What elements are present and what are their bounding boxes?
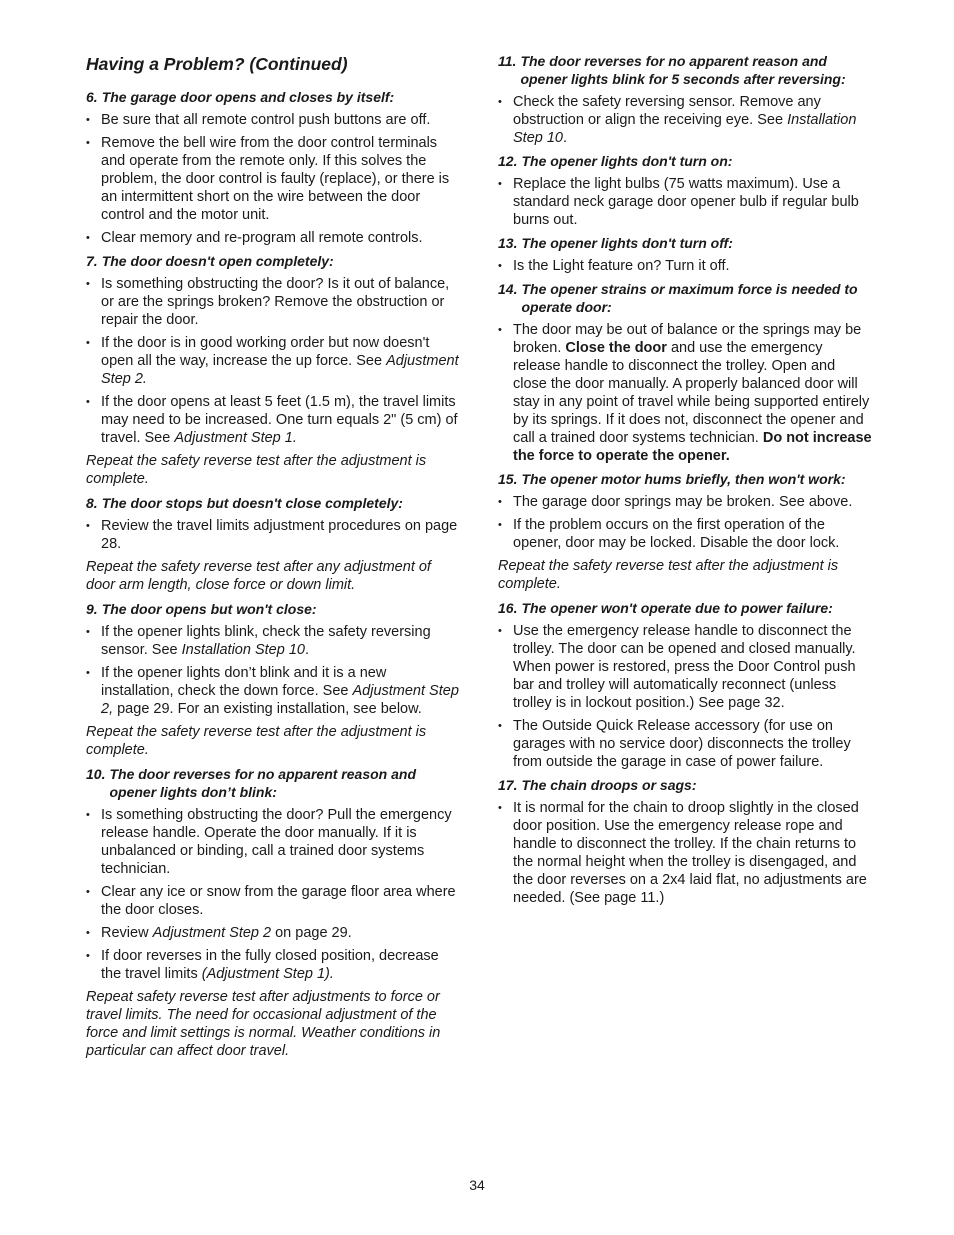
- bullet-icon: •: [498, 96, 502, 108]
- list-item: [498, 321, 873, 465]
- list-item-text: Is something obstructing the door? Is it out of balance, or are the springs broken? Remove the obstruction or repair the door.: [101, 276, 450, 328]
- bullet-icon: •: [86, 626, 90, 638]
- bullet-icon: •: [86, 667, 90, 679]
- section-number: 16.: [498, 600, 518, 616]
- reference-link: Adjustment Step 2.: [101, 353, 459, 387]
- left-column: [86, 52, 462, 1066]
- bullet-list: [86, 275, 462, 447]
- list-item: [86, 623, 462, 659]
- section-title: The garage door opens and closes by itself:: [101, 89, 395, 105]
- reference-link: Installation Step 10: [181, 642, 305, 658]
- bullet-list: [498, 321, 873, 465]
- list-item: [498, 799, 873, 907]
- section-number: 13.: [498, 235, 518, 251]
- bullet-list: [498, 93, 873, 147]
- section-14: [498, 280, 873, 465]
- note-text: Repeat the safety reverse test after any adjustment of door arm length, close force or down limit.: [86, 559, 431, 593]
- section-number: 7.: [86, 253, 98, 269]
- bullet-list: [86, 623, 462, 718]
- list-item-text: The garage door springs may be broken. See above.: [513, 494, 853, 510]
- bullet-icon: •: [86, 337, 90, 349]
- list-item: [498, 516, 873, 552]
- bullet-icon: •: [86, 809, 90, 821]
- bullet-icon: •: [498, 802, 502, 814]
- list-item-text: Clear memory and re-program all remote controls.: [101, 230, 423, 246]
- list-item-text: The door may be out of balance or the springs may be broken.: [513, 322, 862, 356]
- bullet-icon: •: [498, 720, 502, 732]
- list-item: [86, 664, 462, 718]
- list-item: [86, 517, 462, 553]
- list-item: [86, 134, 462, 224]
- list-item: [86, 947, 462, 983]
- section-16: [498, 599, 873, 771]
- reference-link: Adjustment Step 2,: [101, 683, 459, 717]
- list-item-text: If door reverses in the fully closed position, decrease the travel limits: [101, 948, 439, 982]
- list-item-text: It is normal for the chain to droop slightly in the closed door position. Use the emergency release rope and handle to disconnect the trolley. If the chain returns to the normal height when the trolley is disengaged, and the door reverses on a 2x4 laid flat, no adjustments are needed. (See page 11.): [513, 800, 867, 906]
- bullet-icon: •: [86, 137, 90, 149]
- warning-text: Do not increase the force to operate the opener.: [513, 430, 872, 464]
- list-item: [86, 275, 462, 329]
- list-item-text: .: [304, 642, 309, 658]
- section-heading: [498, 599, 873, 617]
- list-item-text: Check the safety reversing sensor. Remove any obstruction or align the receiving eye. See: [513, 94, 821, 128]
- list-item-text: Review the travel limits adjustment procedures on page 28.: [101, 518, 458, 552]
- section-number: 17.: [498, 777, 518, 793]
- section-12: [498, 152, 873, 229]
- section-title: The door stops but doesn't close completely:: [101, 495, 403, 511]
- list-item: [498, 493, 873, 511]
- section-heading: [498, 234, 873, 252]
- section-title: The opener lights don't turn on:: [521, 153, 733, 169]
- list-item: [498, 257, 873, 275]
- bullet-icon: •: [498, 625, 502, 637]
- bullet-list: [498, 257, 873, 275]
- section-8: [86, 494, 462, 594]
- list-item: [86, 393, 462, 447]
- reference-link: (Adjustment Step 1).: [201, 966, 334, 982]
- list-item-text: on page 29.: [271, 925, 352, 941]
- list-item-text: Remove the bell wire from the door control terminals and operate from the remote only. If this solves the problem, the door control is faulty (replace), or there is an intermittent short on the wire between the door control and the motor unit.: [101, 135, 450, 223]
- bullet-list: [498, 622, 873, 771]
- section-number: 11.: [498, 53, 517, 69]
- bullet-icon: •: [498, 178, 502, 190]
- section-heading: [86, 600, 462, 618]
- bullet-icon: •: [86, 520, 90, 532]
- list-item: [86, 924, 462, 942]
- section-15: [498, 470, 873, 593]
- bullet-icon: •: [86, 278, 90, 290]
- section-title: The opener strains or maximum force is needed to operate door:: [521, 281, 858, 315]
- list-item: [86, 229, 462, 247]
- section-title: The door opens but won't close:: [101, 601, 317, 617]
- bullet-icon: •: [86, 950, 90, 962]
- list-item-text: page 29. For an existing installation, see below.: [113, 701, 422, 717]
- section-heading: [86, 494, 462, 512]
- bullet-list: [498, 493, 873, 552]
- list-item-text: If the door opens at least 5 feet (1.5 m), the travel limits may need to be increased. One turn equals 2" (5 cm) of travel. See: [101, 394, 458, 446]
- bullet-icon: •: [86, 114, 90, 126]
- list-item: [86, 334, 462, 388]
- list-item: [86, 883, 462, 919]
- section-heading: [86, 88, 462, 106]
- list-item: [498, 622, 873, 712]
- section-title: The opener lights don't turn off:: [521, 235, 733, 251]
- section-title: The opener won't operate due to power failure:: [521, 600, 833, 616]
- section-number: 8.: [86, 495, 98, 511]
- list-item-text: Use the emergency release handle to disconnect the trolley. The door can be opened and closed manually. When power is restored, press the Door Control push bar and trolley will automatically reconnect (unless trolley is in lockout position.) See page 32.: [513, 623, 856, 711]
- section-number: 15.: [498, 471, 518, 487]
- bullet-icon: •: [86, 396, 90, 408]
- reference-link: Adjustment Step 1.: [174, 430, 297, 446]
- bullet-icon: •: [498, 496, 502, 508]
- list-item-text: If the problem occurs on the first operation of the opener, door may be locked. Disable the door lock.: [513, 517, 840, 551]
- section-number: 9.: [86, 601, 98, 617]
- list-item: [86, 111, 462, 129]
- bullet-icon: •: [86, 927, 90, 939]
- note-text: Repeat safety reverse test after adjustments to force or travel limits. The need for occasional adjustment of the force and limit settings is normal. Weather conditions in particular can affect door travel.: [86, 989, 441, 1059]
- section-number: 14.: [498, 281, 518, 297]
- page-title: Having a Problem? (Continued): [86, 54, 348, 74]
- list-item-text: If the opener lights don’t blink and it is a new installation, check the down force. See: [101, 665, 387, 699]
- bullet-icon: •: [86, 886, 90, 898]
- list-item-text: Replace the light bulbs (75 watts maximum). Use a standard neck garage door opener bulb if regular bulb burns out.: [513, 176, 859, 228]
- list-item: [498, 717, 873, 771]
- note-text: Repeat the safety reverse test after the adjustment is complete.: [86, 724, 427, 758]
- section-number: 10.: [86, 766, 106, 782]
- bullet-list: [86, 806, 462, 983]
- section-7: [86, 252, 462, 488]
- list-item-text: .: [563, 130, 568, 146]
- list-item-text: and use the emergency release handle to disconnect the trolley. Open and close the door manually. A properly balanced door will stay in any point of travel while being supported entirely by its springs. If it does not, disconnect the opener and call a trained door systems technician.: [513, 340, 870, 446]
- list-item-text: If the opener lights blink, check the safety reversing sensor. See: [101, 624, 431, 658]
- section-10: [86, 765, 462, 1060]
- list-item-text: Is the Light feature on? Turn it off.: [513, 258, 730, 274]
- section-heading: [498, 152, 873, 170]
- list-item-text: The Outside Quick Release accessory (for use on garages with no service door) disconnects the trolley from outside the garage in case of power failure.: [513, 718, 851, 770]
- list-item: [498, 175, 873, 229]
- section-title: The door doesn't open completely:: [101, 253, 334, 269]
- note-text: Repeat the safety reverse test after the adjustment is complete.: [498, 558, 839, 592]
- section-heading: [498, 280, 873, 316]
- bullet-list: [498, 175, 873, 229]
- bullet-list: [498, 799, 873, 907]
- list-item: [86, 806, 462, 878]
- list-item-text: Is something obstructing the door? Pull the emergency release handle. Operate the door manually. If it is unbalanced or binding, call a trained door systems technician.: [101, 807, 452, 877]
- section-heading: [498, 776, 873, 794]
- bullet-list: [86, 111, 462, 247]
- section-heading: [86, 765, 462, 801]
- section-number: 12.: [498, 153, 518, 169]
- section-heading: [86, 252, 462, 270]
- section-title: The chain droops or sags:: [521, 777, 697, 793]
- section-heading: [498, 52, 873, 88]
- page-number: 34: [469, 1177, 485, 1193]
- section-6: [86, 88, 462, 247]
- bullet-icon: •: [498, 260, 502, 272]
- section-heading: [498, 470, 873, 488]
- section-17: [498, 776, 873, 907]
- section-title: The door reverses for no apparent reason and opener lights don’t blink:: [109, 766, 416, 800]
- bullet-list: [86, 517, 462, 553]
- emphasis-text: Close the door: [565, 340, 667, 356]
- bullet-icon: •: [498, 519, 502, 531]
- section-11: [498, 52, 873, 147]
- section-number: 6.: [86, 89, 98, 105]
- bullet-icon: •: [86, 232, 90, 244]
- list-item: [498, 93, 873, 147]
- list-item-text: Review: [101, 925, 153, 941]
- section-13: [498, 234, 873, 275]
- reference-link: Adjustment Step 2: [152, 925, 272, 941]
- list-item-text: Clear any ice or snow from the garage floor area where the door closes.: [101, 884, 456, 918]
- list-item-text: Be sure that all remote control push buttons are off.: [101, 112, 431, 128]
- note-text: Repeat the safety reverse test after the adjustment is complete.: [86, 453, 427, 487]
- right-column: [498, 52, 873, 912]
- bullet-icon: •: [498, 324, 502, 336]
- section-title: The opener motor hums briefly, then won't work:: [521, 471, 846, 487]
- reference-link: Installation Step 10: [513, 112, 857, 146]
- section-9: [86, 600, 462, 759]
- list-item-text: If the door is in good working order but now doesn't open all the way, increase the up force. See: [101, 335, 430, 369]
- section-title: The door reverses for no apparent reason and opener lights blink for 5 seconds after reversing:: [520, 53, 846, 87]
